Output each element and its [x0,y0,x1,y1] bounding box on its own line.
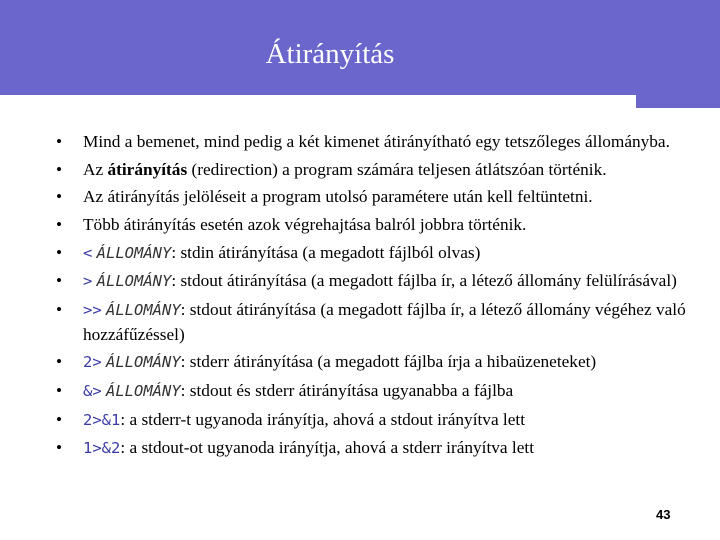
list-item [52,158,712,182]
bullet-text: : a stdout-ot ugyanoda irányítja, ahová a stderr irányítva lett [120,438,534,458]
bullet-icon: • [56,132,63,151]
bullet-icon: • [56,381,63,400]
page-number: 43 [656,507,671,522]
bullet-icon: • [56,300,63,320]
list-item [52,130,712,154]
redirect-argument: ÁLLOMÁNY [96,272,172,291]
slide-title: Átirányítás [265,38,395,70]
redirect-operator: 2> [83,353,102,372]
bullet-icon: • [56,438,63,458]
list-item [52,298,712,346]
bullet-icon: • [56,215,63,235]
redirect-operator: >> [83,301,102,320]
bullet-text: : stdout átirányítása (a megadott fájlba ír, a létező állomány felülírásával) [171,271,677,291]
redirect-argument: ÁLLOMÁNY [106,353,181,372]
bullet-list [52,130,712,465]
bullet-text: : stderr átirányítása (a megadott fájlba írja a hibaüzeneteket) [180,352,597,372]
list-item [52,213,712,237]
bullet-text-bold: átirányítás [107,159,188,179]
bullet-text: Az átirányítás jelöléseit a program utolsó paramétere után kell feltüntetni. [83,187,593,207]
redirect-operator: < [83,243,93,262]
redirect-operator: 2>&1 [83,410,121,429]
redirect-argument: ÁLLOMÁNY [106,382,181,400]
list-item [52,269,712,294]
redirect-operator: &> [83,382,102,400]
list-item [52,241,712,266]
bullet-icon: • [56,159,63,179]
list-item [52,350,712,375]
bullet-text: : a stderr-t ugyanoda irányítja, ahová a stdout irányítva lett [120,409,526,429]
bullet-icon: • [56,187,63,207]
redirect-argument: ÁLLOMÁNY [96,243,172,262]
bullet-text: : stdout és stderr átirányítása ugyanabba a fájlba [180,381,514,400]
list-item [52,185,712,209]
redirect-operator: > [83,272,93,291]
bullet-icon: • [56,271,63,291]
bullet-text: Több átirányítás esetén azok végrehajtása balról jobbra történik. [83,215,527,235]
title-underline [22,95,636,99]
list-item [52,436,712,461]
bullet-text: : stdin átirányítása (a megadott fájlból olvas) [171,242,481,262]
bullet-icon: • [56,352,63,372]
bullet-icon: • [56,409,63,429]
bullet-text-pre: Az [83,159,108,179]
bullet-text-post: (redirection) a program számára teljesen átlátszóan történik. [187,159,607,179]
list-item [52,379,712,404]
redirect-argument: ÁLLOMÁNY [106,301,181,320]
bullet-text: Mind a bemenet, mind pedig a két kimenet átirányítható egy tetszőleges állományba. [83,132,670,151]
redirect-operator: 1>&2 [83,439,121,458]
bullet-icon: • [56,242,63,262]
list-item [52,408,712,433]
bullet-text: : stdout átirányítása (a megadott fájlba ír, a létező állomány végéhez való hozzáfűzéssel) [83,300,686,344]
